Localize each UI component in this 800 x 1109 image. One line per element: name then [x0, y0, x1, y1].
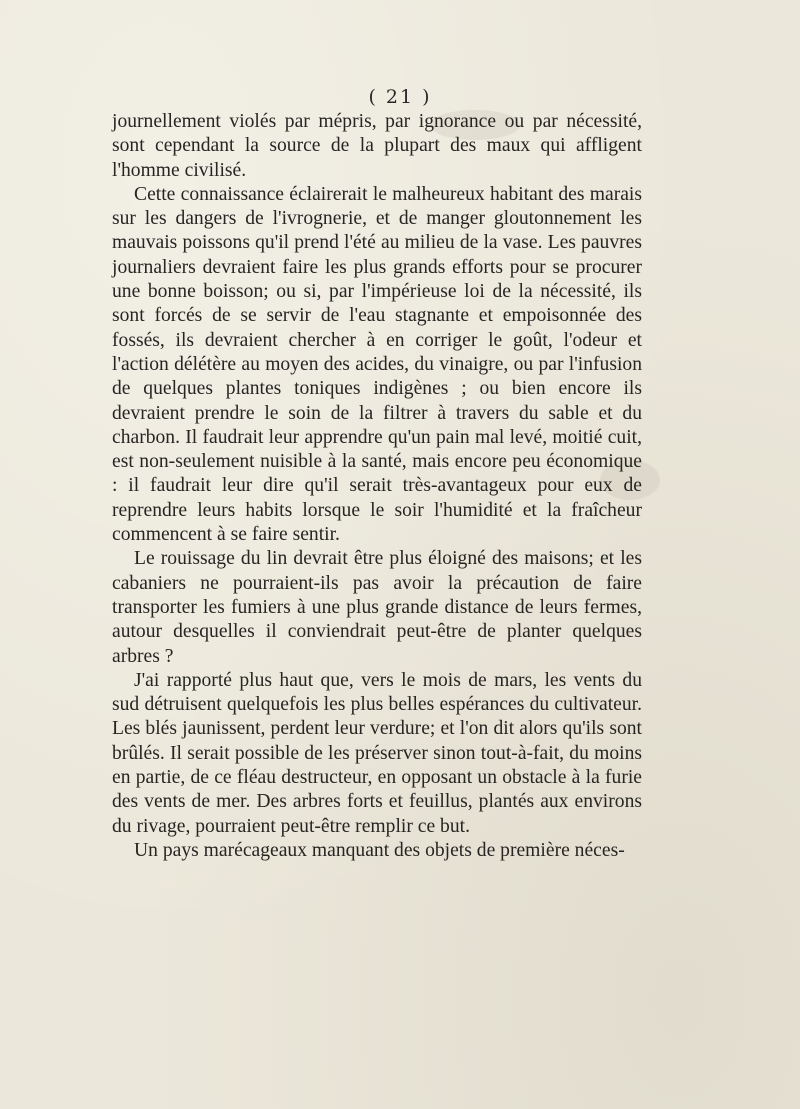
page-number: ( 21 ): [368, 86, 432, 108]
paragraph-5: Un pays marécageaux manquant des objets de première néces-: [134, 839, 625, 861]
paragraph-1: journellement violés par mépris, par ignorance ou par nécessité, sont cependant la source de la plupart des maux qui affligent l'homme civilisé.: [112, 111, 642, 181]
body-text: [112, 110, 642, 863]
paragraph-3: Le rouissage du lin devrait être plus éloigné des maisons; et les cabaniers ne pourraient-ils pas avoir la précaution de faire transporter les fumiers à une plus grande distance de leurs fermes, autour desquelles il conviendrait peut-être de planter quelques arbres ?: [112, 548, 642, 667]
paragraph-4: J'ai rapporté plus haut que, vers le mois de mars, les vents du sud détruisent quelquefois les plus belles espérances du cultivateur. Les blés jaunissent, perdent leur verdure; et l'on dit alors qu'ils sont brûlés. Il serait possible de les préserver sinon tout-à-fait, du moins en partie, de ce fléau destructeur, en opposant un obstacle à la furie des vents de mer. Des arbres forts et feuillus, plantés aux environs du rivage, pourraient peut-être remplir ce but.: [112, 669, 642, 837]
paragraph-2: Cette connaissance éclairerait le malheureux habitant des marais sur les dangers de l'ivrognerie, et de manger gloutonnement les mauvais poissons qu'il prend l'été au milieu de la vase. Les pauvres journaliers devraient faire les plus grands efforts pour se procurer une bonne boisson; ou si, par l'impérieuse loi de la nécessité, ils sont forcés de se servir de l'eau stagnante et empoisonnée des fossés, ils devraient chercher à en corriger le goût, l'odeur et l'action délétère au moyen des acides, du vinaigre, ou par l'infusion de quelques plantes toniques indigènes ; ou bien encore ils devraient prendre le soin de la filtrer à travers du sable et du charbon. Il faudrait leur apprendre qu'un pain mal levé, moitié cuit, est non-seulement nuisible à la santé, mais encore peu économique : il faudrait leur dire qu'il serait très-avantageux pour eux de reprendre leurs habits lorsque le soir l'humidité et la fraîcheur commencent à se faire sentir.: [112, 183, 642, 546]
